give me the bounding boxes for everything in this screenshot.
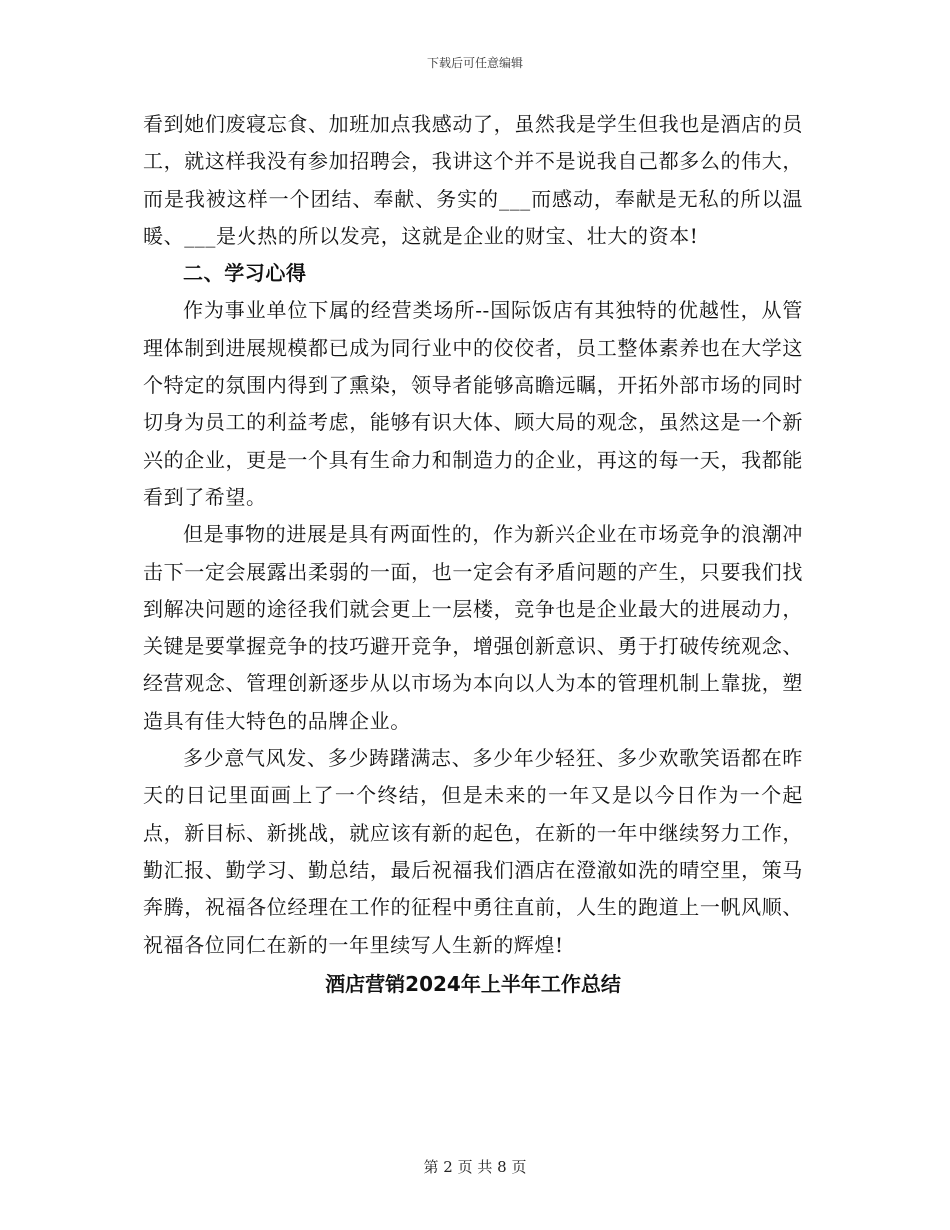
paragraph-blessings: 多少意气风发、多少踌躇满志、多少年少轻狂、多少欢歌笑语都在昨天的日记里面画上了一个终结，但是未来的一年又是以今日作为一个起点，新目标、新挑战，就应该有新的起色，在新的一年中继续努力工作，勤汇报、勤学习、勤总结，最后祝福我们酒店在澄澈如洗的晴空里，策马奔腾，祝福各位经理在工作的征程中勇往直前，人生的跑道上一帆风顺、祝福各位同仁在新的一年里续写人生新的辉煌! bbox=[143, 746, 803, 957]
paragraph-hotel-advantages: 作为事业单位下属的经营类场所--国际饭店有其独特的优越性，从管理体制到进展规模都已成为同行业中的佼佼者，员工整体素养也在大学这个特定的氛围内得到了熏染，领导者能够高瞻远瞩，开拓外部市场的同时切身为员工的利益考虑，能够有识大体、顾大局的观念，虽然这是一个新兴的企业，更是一个具有生命力和制造力的企业，再这的每一天，我都能看到了希望。 bbox=[143, 298, 803, 509]
section-heading-study-insights: 二、学习心得 bbox=[183, 261, 307, 286]
paragraph-continued: 看到她们废寝忘食、加班加点我感动了，虽然我是学生但我也是酒店的员工，就这样我没有参加招聘会，我讲这个并不是说我自己都多么的伟大，而是我被这样一个团结、奉献、务实的___而感动，奉献是无私的所以温暖、___是火热的所以发亮，这就是企业的财宝、壮大的资本! bbox=[143, 112, 803, 248]
paragraph-competition: 但是事物的进展是具有两面性的，作为新兴企业在市场竞争的浪潮冲击下一定会展露出柔弱的一面，也一定会有矛盾问题的产生，只要我们找到解决问题的途径我们就会更上一层楼，竞争也是企业最大的进展动力，关键是要掌握竞争的技巧避开竞争，增强创新意识、勇于打破传统观念、经营观念、管理创新逐步从以市场为本向以人为本的管理机制上靠拢，塑造具有佳大特色的品牌企业。 bbox=[143, 522, 803, 733]
page-number: 第 2 页 共 8 页 bbox=[423, 1158, 527, 1176]
page-header-note: 下载后可任意编辑 bbox=[426, 56, 523, 70]
document-body bbox=[143, 106, 803, 1004]
document-title: 酒店营销2024年上半年工作总结 bbox=[325, 971, 621, 996]
